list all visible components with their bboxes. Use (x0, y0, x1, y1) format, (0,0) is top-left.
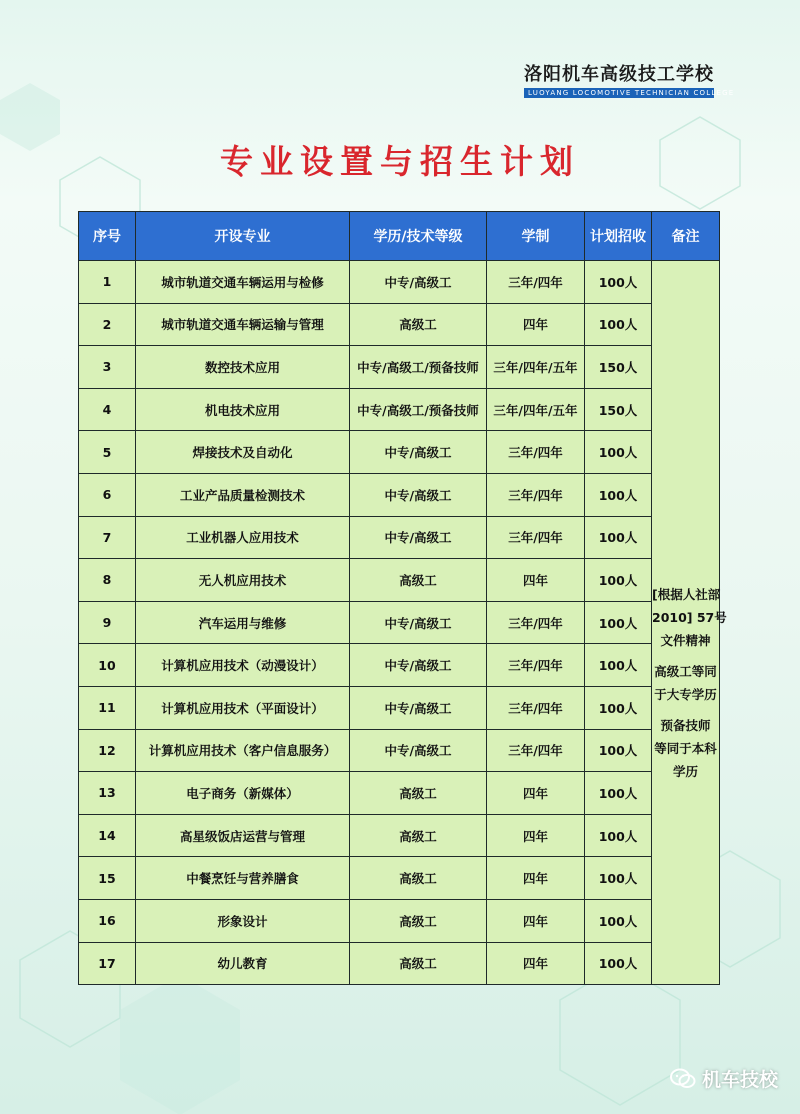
cell-duration: 三年/四年/五年 (487, 388, 585, 431)
remarks-cell (652, 261, 727, 985)
school-logo (524, 60, 735, 98)
table-row (79, 388, 720, 431)
column-header-quota: 计划招收 (585, 212, 652, 261)
remarks-line: 等同于本科 (654, 740, 717, 756)
remarks-line: [根据人社部 (652, 586, 721, 602)
cell-quota: 100人 (585, 473, 652, 516)
cell-major: 城市轨道交通车辆运输与管理 (136, 303, 350, 346)
cell-major: 机电技术应用 (136, 388, 350, 431)
cell-level: 中专/高级工 (350, 729, 487, 772)
cell-level: 中专/高级工 (350, 686, 487, 729)
cell-quota: 100人 (585, 601, 652, 644)
cell-index: 6 (79, 473, 136, 516)
cell-major: 城市轨道交通车辆运用与检修 (136, 261, 350, 304)
cell-duration: 三年/四年 (487, 431, 585, 474)
remarks-line: 2010] 57号 (652, 609, 727, 625)
table-header-row (79, 212, 720, 261)
cell-index: 13 (79, 772, 136, 815)
cell-duration: 三年/四年 (487, 516, 585, 559)
cell-quota: 100人 (585, 644, 652, 687)
cell-major: 形象设计 (136, 899, 350, 942)
table-row (79, 644, 720, 687)
cell-level: 中专/高级工 (350, 431, 487, 474)
remarks-line: 学历 (672, 763, 698, 779)
table-row (79, 601, 720, 644)
cell-level: 高级工 (350, 899, 487, 942)
cell-quota: 100人 (585, 516, 652, 559)
cell-index: 17 (79, 942, 136, 985)
cell-level: 高级工 (350, 772, 487, 815)
cell-major: 工业机器人应用技术 (136, 516, 350, 559)
column-header-level: 学历/技术等级 (350, 212, 487, 261)
cell-index: 3 (79, 346, 136, 389)
cell-index: 2 (79, 303, 136, 346)
cell-major: 焊接技术及自动化 (136, 431, 350, 474)
remarks-line: 高级工等同 (654, 663, 717, 679)
remarks-line: 于大专学历 (654, 686, 717, 702)
cell-level: 高级工 (350, 303, 487, 346)
cell-level: 中专/高级工 (350, 516, 487, 559)
cell-quota: 100人 (585, 772, 652, 815)
cell-quota: 100人 (585, 261, 652, 304)
table-row (79, 303, 720, 346)
cell-index: 14 (79, 814, 136, 857)
cell-level: 中专/高级工/预备技师 (350, 388, 487, 431)
table-row (79, 346, 720, 389)
cell-quota: 100人 (585, 431, 652, 474)
cell-quota: 100人 (585, 729, 652, 772)
cell-level: 中专/高级工 (350, 473, 487, 516)
column-header-major: 开设专业 (136, 212, 350, 261)
cell-index: 16 (79, 899, 136, 942)
cell-index: 9 (79, 601, 136, 644)
table-row (79, 729, 720, 772)
cell-index: 15 (79, 857, 136, 900)
cell-index: 4 (79, 388, 136, 431)
cell-level: 中专/高级工 (350, 644, 487, 687)
cell-major: 幼儿教育 (136, 942, 350, 985)
cell-index: 5 (79, 431, 136, 474)
cell-major: 汽车运用与维修 (136, 601, 350, 644)
cell-level: 中专/高级工 (350, 261, 487, 304)
table-row (79, 857, 720, 900)
table-body (79, 261, 727, 985)
table-row (79, 942, 720, 985)
cell-major: 高星级饭店运营与管理 (136, 814, 350, 857)
page-title: 专业设置与招生计划 (220, 142, 580, 181)
cell-duration: 四年 (487, 942, 585, 985)
cell-duration: 四年 (487, 857, 585, 900)
cell-level: 中专/高级工 (350, 601, 487, 644)
remarks-line: 预备技师 (660, 717, 711, 733)
cell-index: 11 (79, 686, 136, 729)
cell-level: 高级工 (350, 559, 487, 602)
cell-duration: 三年/四年 (487, 261, 585, 304)
cell-duration: 四年 (487, 814, 585, 857)
cell-index: 7 (79, 516, 136, 559)
watermark-text: 机车技校 (701, 1069, 778, 1091)
school-name-english: LUOYANG LOCOMOTIVE TECHNICIAN COLLEGE (524, 88, 714, 98)
cell-duration: 三年/四年 (487, 686, 585, 729)
cell-index: 12 (79, 729, 136, 772)
remarks-line: 文件精神 (660, 632, 711, 648)
table-row (79, 772, 720, 815)
column-header-duration: 学制 (487, 212, 585, 261)
cell-quota: 150人 (585, 388, 652, 431)
cell-index: 10 (79, 644, 136, 687)
cell-quota: 100人 (585, 686, 652, 729)
cell-major: 中餐烹饪与营养膳食 (136, 857, 350, 900)
cell-duration: 三年/四年 (487, 729, 585, 772)
cell-index: 8 (79, 559, 136, 602)
table-row (79, 473, 720, 516)
cell-duration: 四年 (487, 899, 585, 942)
cell-major: 电子商务（新媒体） (136, 772, 350, 815)
cell-duration: 四年 (487, 303, 585, 346)
wechat-icon (670, 1068, 696, 1090)
column-header-index: 序号 (79, 212, 136, 261)
cell-quota: 150人 (585, 346, 652, 389)
column-header-remarks: 备注 (652, 212, 720, 261)
cell-major: 数控技术应用 (136, 346, 350, 389)
table-row (79, 431, 720, 474)
cell-quota: 100人 (585, 814, 652, 857)
cell-level: 高级工 (350, 942, 487, 985)
table-row (79, 261, 720, 304)
cell-level: 中专/高级工/预备技师 (350, 346, 487, 389)
cell-duration: 四年 (487, 559, 585, 602)
enrollment-plan-table (78, 211, 727, 985)
cell-major: 工业产品质量检测技术 (136, 473, 350, 516)
table-row (79, 686, 720, 729)
cell-duration: 三年/四年 (487, 644, 585, 687)
table-row (79, 899, 720, 942)
cell-duration: 三年/四年 (487, 473, 585, 516)
table-row (79, 516, 720, 559)
cell-duration: 三年/四年 (487, 601, 585, 644)
cell-duration: 四年 (487, 772, 585, 815)
table-row (79, 559, 720, 602)
cell-duration: 三年/四年/五年 (487, 346, 585, 389)
cell-quota: 100人 (585, 857, 652, 900)
table-row (79, 814, 720, 857)
cell-major: 计算机应用技术（动漫设计） (136, 644, 350, 687)
cell-quota: 100人 (585, 303, 652, 346)
cell-quota: 100人 (585, 559, 652, 602)
cell-major: 计算机应用技术（平面设计） (136, 686, 350, 729)
cell-major: 无人机应用技术 (136, 559, 350, 602)
cell-level: 高级工 (350, 814, 487, 857)
cell-major: 计算机应用技术（客户信息服务） (136, 729, 350, 772)
cell-index: 1 (79, 261, 136, 304)
school-name: 洛阳机车高级技工学校 (524, 64, 714, 85)
cell-quota: 100人 (585, 899, 652, 942)
cell-level: 高级工 (350, 857, 487, 900)
wechat-watermark (670, 1065, 778, 1092)
cell-quota: 100人 (585, 942, 652, 985)
